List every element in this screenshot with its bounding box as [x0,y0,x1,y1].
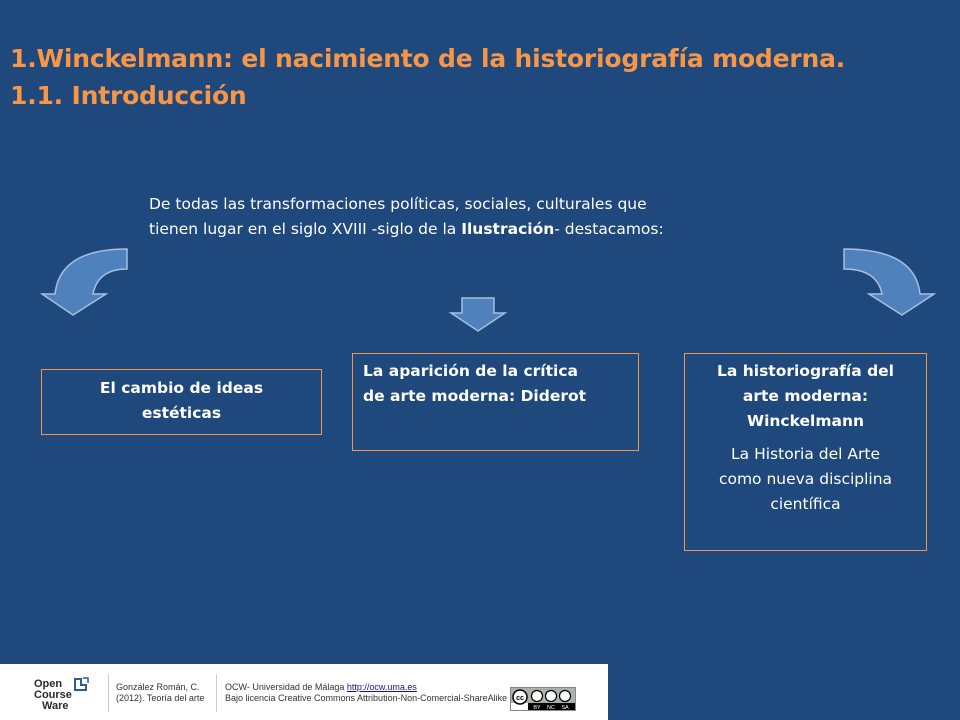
intro-text [149,192,789,242]
box-3-subtext-line-2: como nueva disciplina [718,470,893,488]
intro-line-2 [149,217,789,242]
box-1-line-1: El cambio de ideas [99,379,264,397]
logo-word-1: Open [34,678,63,690]
intro-line-2-start: tienen lugar en el siglo XVIII -siglo de la [149,220,462,238]
cc-label-sa: SA [561,705,569,711]
footer-divider [108,674,109,712]
intro-line-1: De todas las transformaciones políticas, sociales, culturales que [149,195,647,213]
curved-arrow-down-left-icon [40,246,130,318]
svg-text:cc: cc [516,695,524,702]
box-3-line-1: La historiografía del [716,362,894,380]
author-line-1: González Román, C. [116,682,200,692]
license-prefix: OCW- Universidad de Málaga [225,682,347,692]
intro-line-2-end: - destacamos: [554,220,664,238]
title-line-2: 1.1. Introducción [10,81,247,110]
box-2-line-2: de arte moderna: Diderot [363,387,587,405]
box-historiography [684,353,927,551]
logo-word-3: Ware [42,700,69,712]
cc-label-nc: NC [547,705,555,711]
license-line-1 [225,682,507,693]
box-3-subtext-line-3: científica [770,495,841,513]
box-1-line-2: estéticas [141,404,222,422]
creative-commons-icon[interactable] [510,687,576,711]
box-2-line-1: La aparición de la crítica [363,362,578,380]
author-line-2: (2012). Teoría del arte [116,693,205,703]
box-art-criticism [352,353,639,451]
box-3-line-2: arte moderna: [742,387,869,405]
footer-license [225,682,507,704]
box-aesthetic-ideas [41,369,322,435]
slide-title [10,40,950,114]
curved-arrow-down-right-icon [842,246,936,318]
ocw-mark-icon [72,676,90,694]
logo-word-2: Course [34,689,72,701]
cc-label-by: BY [533,705,541,711]
title-line-1: 1.Winckelmann: el nacimiento de la historiografía moderna. [10,44,846,73]
ocw-link[interactable]: http://ocw.uma.es [346,682,417,692]
box-3-subtext-line-1: La Historia del Arte [731,445,880,463]
ocw-logo [34,676,94,716]
intro-highlight: Ilustración [461,220,555,238]
footer-divider [216,674,217,712]
footer-author [116,682,204,704]
box-3-subtext [685,442,926,517]
license-line-2: Bajo licencia Creative Commons Attribution-Non-Comercial-ShareAlike [225,693,508,703]
box-3-line-3: Winckelmann [746,412,865,430]
arrow-down-icon [448,296,508,334]
footer [0,664,608,720]
